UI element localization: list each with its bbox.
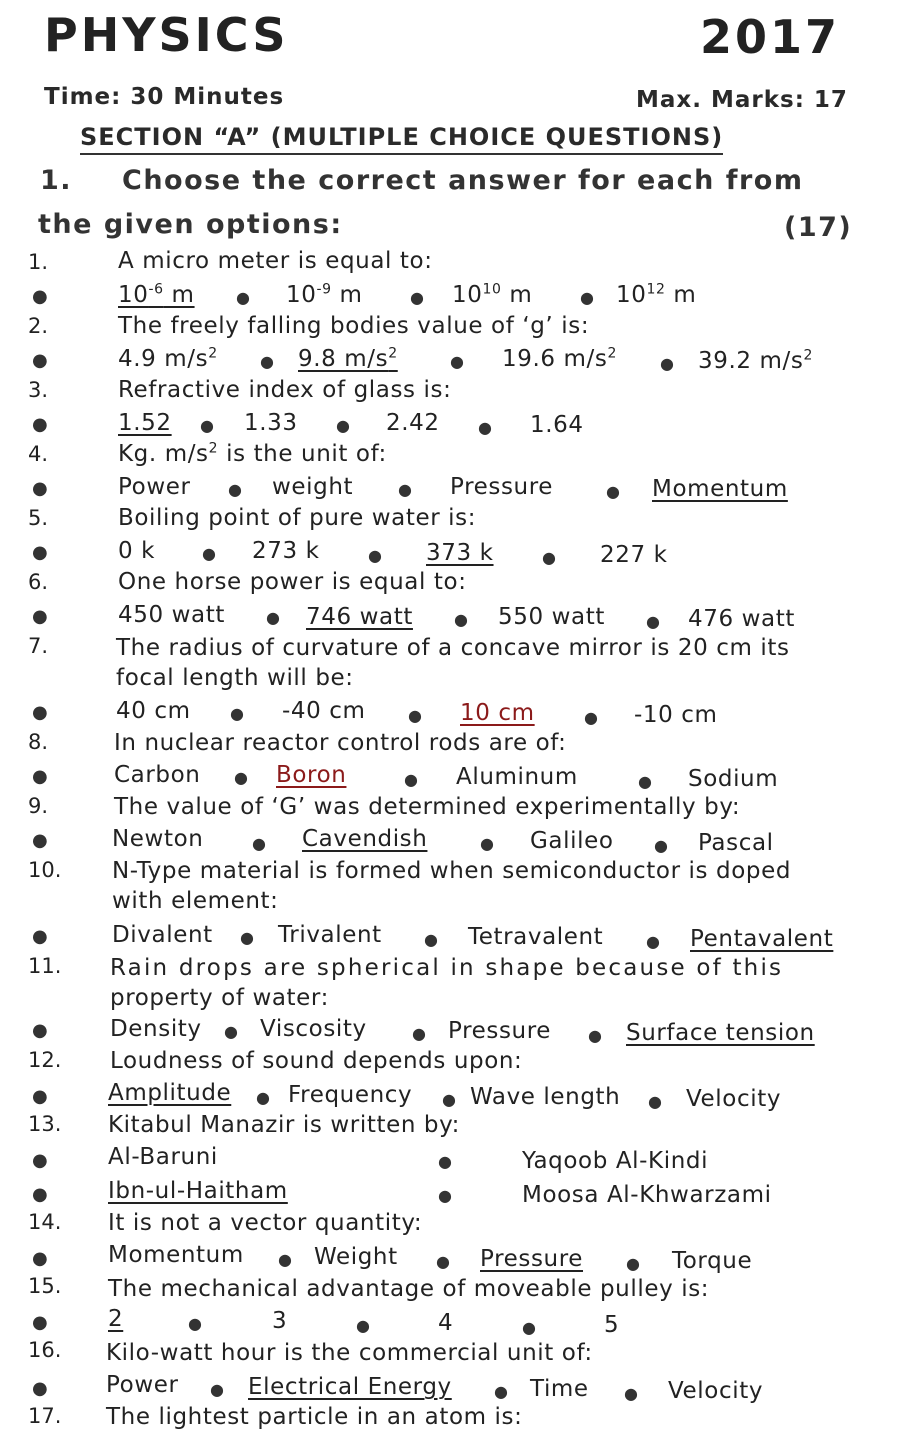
option-correct: 746 watt	[306, 604, 413, 630]
bullet-icon: ●	[32, 606, 48, 627]
option-bullet-icon: ●	[660, 354, 674, 373]
option: 19.6 $m/s^2$	[502, 345, 617, 372]
option: Al-Baruni	[108, 1144, 218, 1170]
option: 0 k	[118, 538, 156, 564]
subject-title: PHYSICS	[44, 8, 289, 62]
option: Yaqoob Al-Kindi	[522, 1148, 709, 1174]
question-text: The freely falling bodies value of ‘g’ is:	[118, 313, 590, 339]
question-text: Kg. $m/s^2$ is the unit of:	[118, 440, 387, 467]
instruction-marks: (17)	[784, 212, 853, 243]
option: 450 watt	[118, 602, 225, 628]
option-bullet-icon: ●	[266, 608, 280, 627]
option-bullet-icon: ●	[356, 1316, 370, 1335]
option-bullet-icon: ●	[252, 834, 266, 853]
bullet-icon: ●	[32, 1184, 48, 1205]
option-bullet-icon: ●	[436, 1252, 450, 1271]
option-bullet-icon: ●	[450, 352, 464, 371]
question-number: 10.	[28, 858, 62, 882]
question-text: Loudness of sound depends upon:	[110, 1048, 523, 1074]
option-bullet-icon: ●	[542, 548, 556, 567]
question-number: 8.	[28, 730, 49, 754]
option-bullet-icon: ●	[408, 706, 422, 725]
option: 4.9 $m/s^2$	[118, 345, 218, 372]
option-correct: 1.52	[118, 410, 172, 436]
question-text: It is not a vector quantity:	[108, 1210, 423, 1236]
option-bullet-icon: ●	[646, 932, 660, 951]
question-text: The lightest particle in an atom is:	[106, 1404, 523, 1430]
instruction-line-1: Choose the correct answer for each from	[122, 165, 804, 196]
bullet-icon: ●	[32, 766, 48, 787]
option-correct: Ibn-ul-Haitham	[108, 1178, 288, 1204]
bullet-icon: ●	[32, 1378, 48, 1399]
option-bullet-icon: ●	[442, 1090, 456, 1109]
option: Carbon	[114, 762, 201, 788]
option-correct: Boron	[276, 762, 347, 788]
option-bullet-icon: ●	[202, 544, 216, 563]
option: Frequency	[288, 1082, 413, 1108]
option: Sodium	[688, 766, 779, 792]
question-text: Kitabul Manazir is written by:	[108, 1112, 461, 1138]
bullet-icon: ●	[32, 542, 48, 563]
bullet-icon: ●	[32, 1312, 48, 1333]
question-text: The radius of curvature of a concave mirror is 20 cm its	[116, 635, 790, 661]
option: Trivalent	[278, 922, 382, 948]
bullet-icon: ●	[32, 286, 48, 307]
option-correct: 2	[108, 1306, 124, 1332]
option: Pascal	[698, 830, 774, 856]
option-bullet-icon: ●	[646, 612, 660, 631]
option-bullet-icon: ●	[480, 834, 494, 853]
question-number: 6.	[28, 570, 49, 594]
option: -10 cm	[634, 702, 718, 728]
option-bullet-icon: ●	[624, 1384, 638, 1403]
option-correct: 9.8 $m/s^2$	[298, 345, 398, 372]
option: $10^{12}$ m	[616, 281, 697, 308]
option: Velocity	[668, 1378, 764, 1404]
question-text: Rain drops are spherical in shape because of this	[110, 955, 784, 981]
question-number: 7.	[28, 634, 49, 658]
option: Wave length	[470, 1084, 621, 1110]
question-text: Refractive index of glass is:	[118, 377, 452, 403]
option-bullet-icon: ●	[240, 928, 254, 947]
question-number: 14.	[28, 1210, 62, 1234]
option: $10^{10}$ m	[452, 281, 533, 308]
bullet-icon: ●	[32, 1020, 48, 1041]
option-correct: Electrical Energy	[248, 1374, 452, 1400]
question-text-continued: focal length will be:	[116, 665, 354, 691]
option-bullet-icon: ●	[522, 1318, 536, 1337]
question-text: One horse power is equal to:	[118, 569, 467, 595]
option-bullet-icon: ●	[200, 416, 214, 435]
time-allowed: Time: 30 Minutes	[44, 84, 285, 110]
option-bullet-icon: ●	[412, 1024, 426, 1043]
option: 40 cm	[116, 698, 191, 724]
option: 4	[438, 1310, 454, 1336]
bullet-icon: ●	[32, 1248, 48, 1269]
question-number: 13.	[28, 1112, 62, 1136]
option-bullet-icon: ●	[588, 1026, 602, 1045]
option-correct: $10^{-6}$ m	[118, 281, 195, 308]
option-correct: Momentum	[652, 476, 788, 502]
option: weight	[272, 474, 354, 500]
max-marks: Max. Marks: 17	[636, 87, 848, 113]
option-bullet-icon: ●	[260, 352, 274, 371]
option-bullet-icon: ●	[188, 1314, 202, 1333]
question-text-continued: property of water:	[110, 985, 329, 1011]
question-number: 11.	[28, 954, 62, 978]
option: 39.2 $m/s^2$	[698, 347, 813, 374]
option: Divalent	[112, 922, 213, 948]
option-bullet-icon: ●	[234, 768, 248, 787]
option-correct: Amplitude	[108, 1080, 232, 1106]
option: Power	[106, 1372, 179, 1398]
option: 1.64	[530, 412, 584, 438]
option-bullet-icon: ●	[454, 610, 468, 629]
option-bullet-icon: ●	[438, 1186, 452, 1205]
question-number: 12.	[28, 1048, 62, 1072]
option: 273 k	[252, 538, 320, 564]
question-text: In nuclear reactor control rods are of:	[114, 730, 567, 756]
option: Newton	[112, 826, 204, 852]
question-number: 3.	[28, 378, 49, 402]
option-bullet-icon: ●	[256, 1088, 270, 1107]
option-bullet-icon: ●	[228, 480, 242, 499]
option: Torque	[672, 1248, 753, 1274]
bullet-icon: ●	[32, 350, 48, 371]
option-correct: Surface tension	[626, 1020, 815, 1046]
bullet-icon: ●	[32, 1150, 48, 1171]
option-bullet-icon: ●	[626, 1254, 640, 1273]
option: 550 watt	[498, 604, 605, 630]
instruction-number: 1.	[40, 165, 73, 196]
option: 476 watt	[688, 606, 795, 632]
option: Moosa Al-Khwarzami	[522, 1182, 772, 1208]
question-text: The value of ‘G’ was determined experimentally by:	[114, 794, 741, 820]
option-bullet-icon: ●	[398, 480, 412, 499]
option-bullet-icon: ●	[494, 1382, 508, 1401]
question-number: 4.	[28, 442, 49, 466]
option: Pressure	[448, 1018, 552, 1044]
option: Velocity	[686, 1086, 782, 1112]
option: Time	[530, 1376, 589, 1402]
bullet-icon: ●	[32, 414, 48, 435]
question-number: 5.	[28, 506, 49, 530]
bullet-icon: ●	[32, 702, 48, 723]
option-bullet-icon: ●	[410, 288, 424, 307]
option-bullet-icon: ●	[424, 930, 438, 949]
option: 2.42	[386, 410, 440, 436]
option-correct: Pressure	[480, 1246, 584, 1272]
question-text: Boiling point of pure water is:	[118, 505, 477, 531]
option: Tetravalent	[468, 924, 604, 950]
option-bullet-icon: ●	[336, 416, 350, 435]
question-number: 16.	[28, 1338, 62, 1362]
option-bullet-icon: ●	[368, 546, 382, 565]
question-number: 9.	[28, 794, 49, 818]
option: 1.33	[244, 410, 298, 436]
option: Weight	[314, 1244, 398, 1270]
option-bullet-icon: ●	[584, 708, 598, 727]
instruction-line-2: the given options:	[38, 209, 343, 240]
question-number: 17.	[28, 1404, 62, 1428]
option: Pressure	[450, 474, 554, 500]
option: Aluminum	[456, 764, 578, 790]
option-bullet-icon: ●	[404, 770, 418, 789]
question-text: A micro meter is equal to:	[118, 248, 433, 274]
option-correct: Cavendish	[302, 826, 428, 852]
option-bullet-icon: ●	[438, 1152, 452, 1171]
option: 227 k	[600, 542, 668, 568]
option: -40 cm	[282, 698, 366, 724]
option-bullet-icon: ●	[478, 418, 492, 437]
option-correct: Pentavalent	[690, 926, 834, 952]
question-text: The mechanical advantage of moveable pulley is:	[108, 1276, 710, 1302]
question-text-continued: with element:	[112, 888, 279, 914]
option-bullet-icon: ●	[606, 482, 620, 501]
bullet-icon: ●	[32, 1086, 48, 1107]
question-number: 2.	[28, 314, 49, 338]
section-heading: SECTION “A” (MULTIPLE CHOICE QUESTIONS)	[80, 123, 723, 155]
option-bullet-icon: ●	[648, 1092, 662, 1111]
bullet-icon: ●	[32, 926, 48, 947]
option: 3	[272, 1308, 288, 1334]
option: Density	[110, 1016, 202, 1042]
option-bullet-icon: ●	[236, 288, 250, 307]
option-bullet-icon: ●	[580, 288, 594, 307]
option-bullet-icon: ●	[210, 1380, 224, 1399]
option-correct: 373 k	[426, 540, 494, 566]
option: Viscosity	[260, 1016, 367, 1042]
option: Power	[118, 474, 191, 500]
option: Galileo	[530, 828, 614, 854]
option: 5	[604, 1312, 620, 1338]
question-text: N-Type material is formed when semiconductor is doped	[112, 858, 792, 884]
option-bullet-icon: ●	[224, 1022, 238, 1041]
question-number: 1.	[28, 250, 49, 274]
question-number: 15.	[28, 1274, 62, 1298]
bullet-icon: ●	[32, 478, 48, 499]
option: Momentum	[108, 1242, 244, 1268]
option-bullet-icon: ●	[278, 1250, 292, 1269]
question-text: Kilo-watt hour is the commercial unit of:	[106, 1340, 593, 1366]
option-bullet-icon: ●	[654, 836, 668, 855]
option-bullet-icon: ●	[230, 704, 244, 723]
exam-year: 2017	[700, 10, 841, 64]
option: $10^{-9}$ m	[286, 281, 363, 308]
bullet-icon: ●	[32, 830, 48, 851]
option-correct: 10 cm	[460, 700, 535, 726]
option-bullet-icon: ●	[638, 772, 652, 791]
